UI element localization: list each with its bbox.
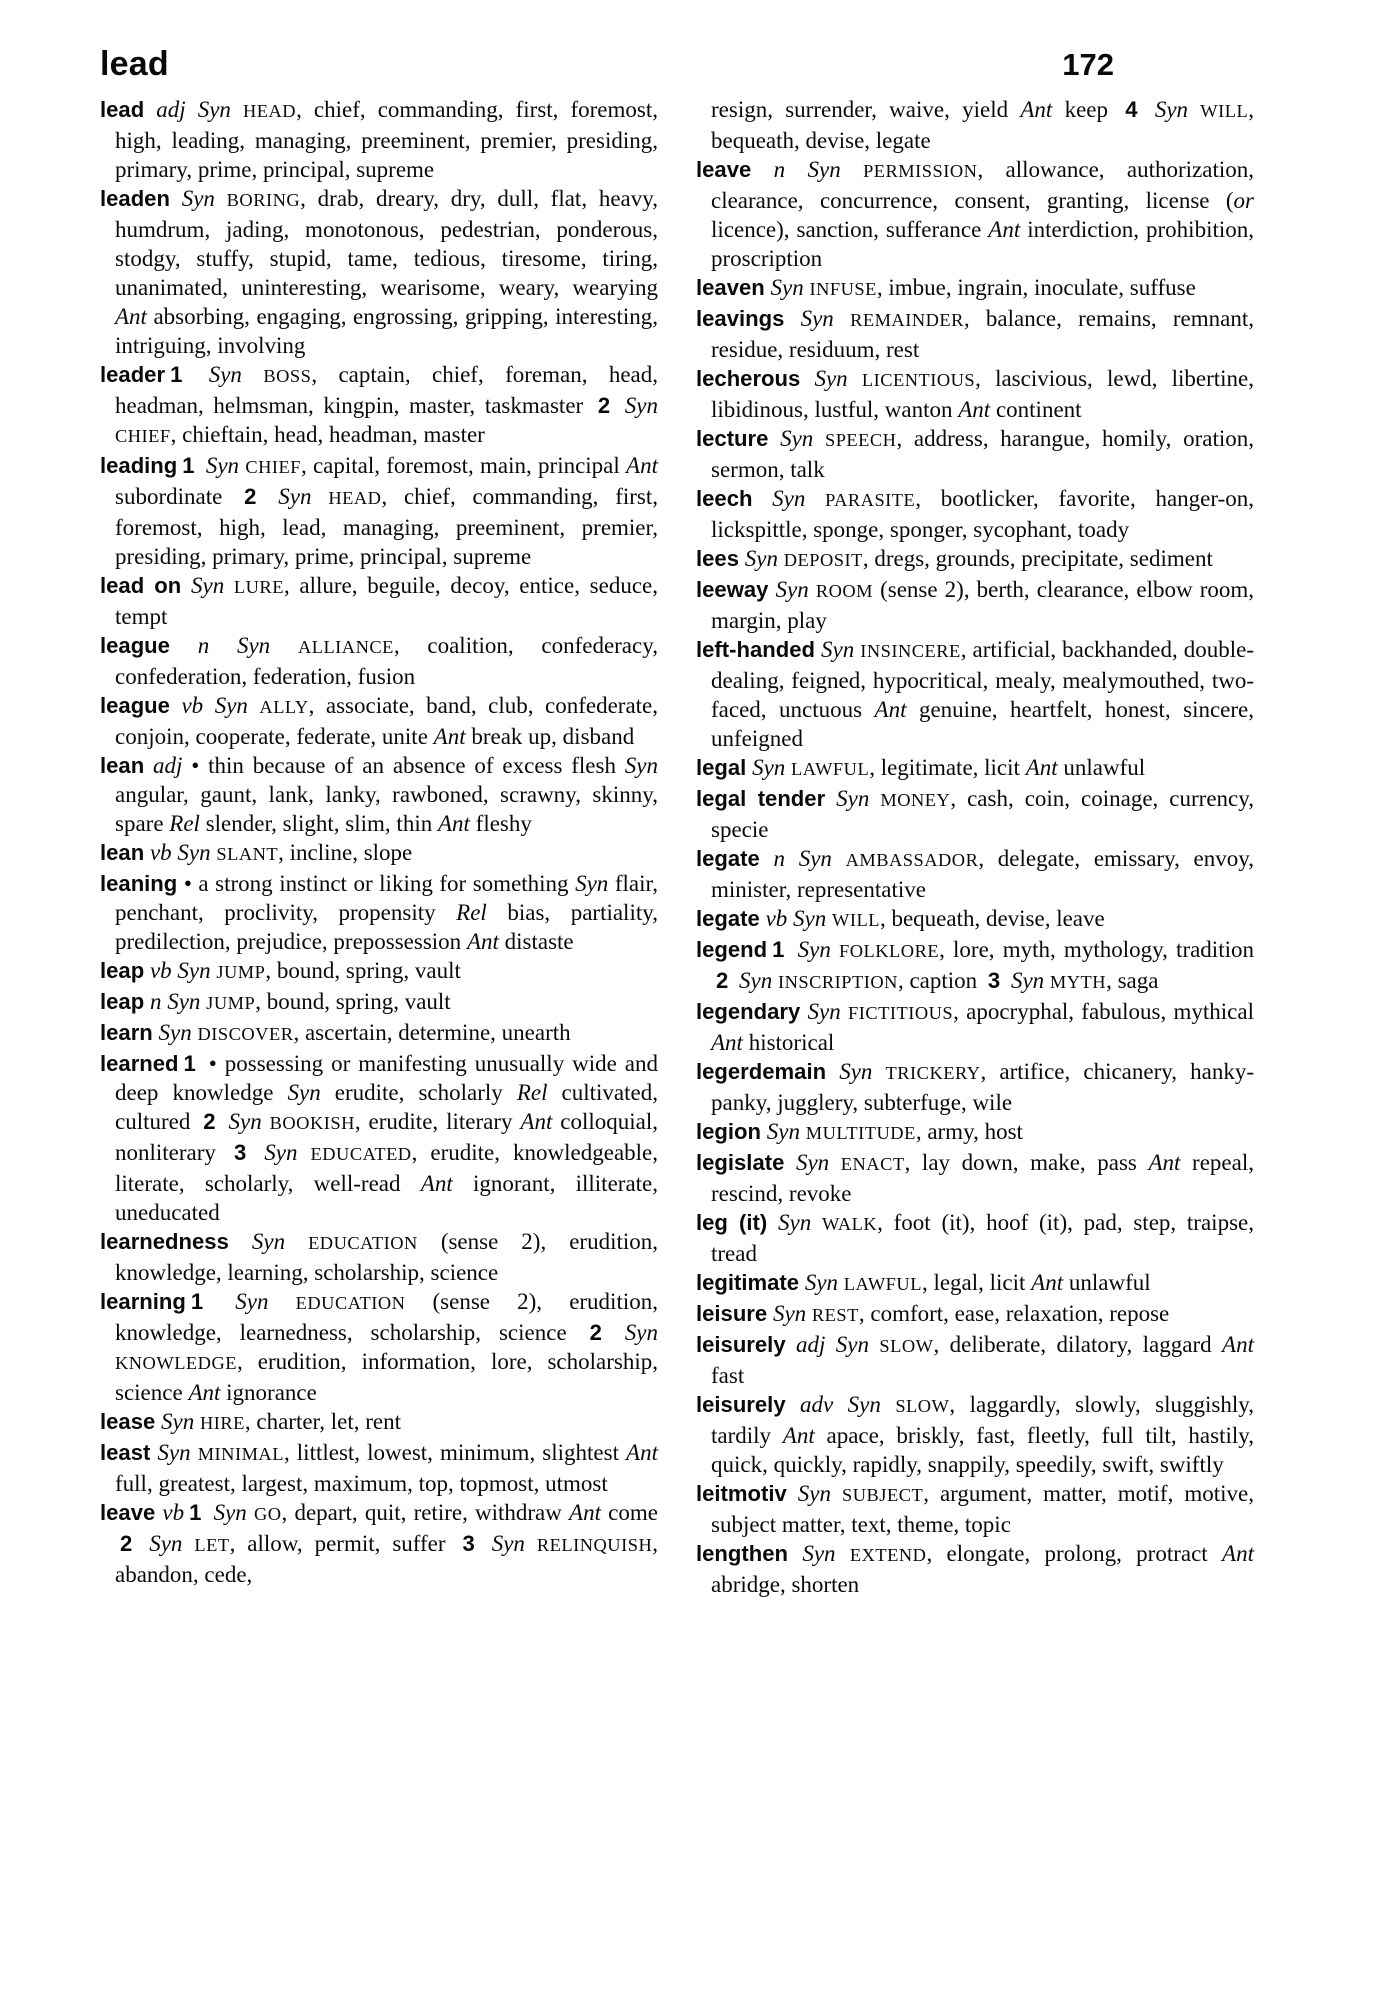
dictionary-entry: leaden Syn BORING, drab, dreary, dry, dull, flat, heavy, humdrum, jading, monotonous, pedestrian, ponderous, stodgy, stuffy, stupid, tame, tedious, tiresome, tiring, unanimated, uninteresting, wearisome, weary, wearying Ant absorbing, engaging, engrossing, gripping, interesting, intriguing, involving — [100, 186, 658, 358]
dictionary-entry: left-handed Syn INSINCERE, artificial, backhanded, double-dealing, feigned, hypocritical, mealy, mealymouthed, two-faced, unctuous Ant genuine, heartfelt, honest, sincere, unfeigned — [696, 637, 1254, 751]
dictionary-entry: leavings Syn REMAINDER, balance, remains, remnant, residue, residuum, rest — [696, 306, 1255, 362]
dictionary-entry: legitimate Syn LAWFUL, legal, licit Ant unlawful — [696, 1270, 1151, 1295]
dictionary-entry: lecherous Syn LICENTIOUS, lascivious, lewd, libertine, libidinous, lustful, wanton Ant continent — [696, 366, 1254, 422]
dictionary-entry: lengthen Syn EXTEND, elongate, prolong, protract Ant abridge, shorten — [696, 1541, 1254, 1597]
dictionary-entry: league vb Syn ALLY, associate, band, club, confederate, conjoin, cooperate, federate, unite Ant break up, disband — [100, 693, 659, 749]
dictionary-entry: leisurely adv Syn SLOW, laggardly, slowly, sluggishly, tardily Ant apace, briskly, fast, fleetly, full tilt, hastily, quick, quickly, rapidly, snappily, speedily, swift, swiftly — [696, 1392, 1255, 1477]
dictionary-entry: leap vb Syn JUMP, bound, spring, vault — [100, 958, 461, 983]
dictionary-entry: legerdemain Syn TRICKERY, artifice, chicanery, hanky-panky, jugglery, subterfuge, wile — [696, 1059, 1254, 1115]
column-right — [696, 95, 1254, 1599]
dictionary-entry: leave n Syn PERMISSION, allowance, authorization, clearance, concurrence, consent, granting, license (or licence), sanction, sufferance Ant interdiction, prohibition, proscription — [696, 157, 1254, 271]
dictionary-entry: legal Syn LAWFUL, legitimate, licit Ant unlawful — [696, 755, 1146, 780]
dictionary-entry: learning 1 Syn EDUCATION (sense 2), erudition, knowledge, learnedness, scholarship, science 2 Syn KNOWLEDGE, erudition, information, lore, scholarship, science Ant ignorance — [100, 1289, 658, 1405]
dictionary-entry: learnedness Syn EDUCATION (sense 2), erudition, knowledge, learning, scholarship, science — [100, 1229, 658, 1285]
dictionary-entry: legal tender Syn MONEY, cash, coin, coinage, currency, specie — [696, 786, 1255, 842]
dictionary-entry: legate n Syn AMBASSADOR, delegate, emissary, envoy, minister, representative — [696, 846, 1254, 902]
dictionary-entry: leading 1 Syn CHIEF, capital, foremost, main, principal Ant subordinate 2 Syn HEAD, chief, commanding, first, foremost, high, lead, managing, preeminent, premier, presiding, primary, prime, principal, supreme — [100, 453, 658, 569]
dictionary-entry: lead adj Syn HEAD, chief, commanding, first, foremost, high, leading, managing, preeminent, premier, presiding, primary, prime, principal, supreme — [100, 97, 658, 182]
dictionary-entry: leitmotiv Syn SUBJECT, argument, matter, motif, motive, subject matter, text, theme, topic — [696, 1481, 1254, 1537]
dictionary-entry: lean vb Syn SLANT, incline, slope — [100, 840, 413, 865]
dictionary-entry: legislate Syn ENACT, lay down, make, pass Ant repeal, rescind, revoke — [696, 1150, 1254, 1206]
dictionary-entry: leader 1 Syn BOSS, captain, chief, foreman, head, headman, helmsman, kingpin, master, taskmaster 2 Syn CHIEF, chieftain, head, headman, master — [100, 362, 659, 447]
dictionary-entry: legendary Syn FICTITIOUS, apocryphal, fabulous, mythical Ant historical — [696, 999, 1254, 1055]
dictionary-entry: legate vb Syn WILL, bequeath, devise, leave — [696, 906, 1105, 931]
dictionary-entry: leeway Syn ROOM (sense 2), berth, clearance, elbow room, margin, play — [696, 577, 1254, 633]
dictionary-entry: leisure Syn REST, comfort, ease, relaxation, repose — [696, 1301, 1170, 1326]
dictionary-entry: leisurely adj Syn SLOW, deliberate, dilatory, laggard Ant fast — [696, 1332, 1254, 1388]
text-columns — [100, 95, 1272, 1599]
dictionary-entry: lecture Syn SPEECH, address, harangue, homily, oration, sermon, talk — [696, 426, 1254, 482]
dictionary-entry: least Syn MINIMAL, littlest, lowest, minimum, slightest Ant full, greatest, largest, maximum, top, topmost, utmost — [100, 1440, 658, 1496]
dictionary-entry: leg (it) Syn WALK, foot (it), hoof (it), pad, step, traipse, tread — [696, 1210, 1254, 1266]
page-header — [100, 45, 1272, 83]
dictionary-entry: lean adj • thin because of an absence of excess flesh Syn angular, gaunt, lank, lanky, rawboned, scrawny, skinny, spare Rel slender, slight, slim, thin Ant fleshy — [100, 753, 658, 836]
page-number: 172 — [1062, 47, 1114, 82]
dictionary-entry: lees Syn DEPOSIT, dregs, grounds, precipitate, sediment — [696, 546, 1213, 571]
dictionary-entry: lead on Syn LURE, allure, beguile, decoy, entice, seduce, tempt — [100, 573, 658, 629]
dictionary-entry: learned 1 • possessing or manifesting unusually wide and deep knowledge Syn erudite, scholarly Rel cultivated, cultured 2 Syn BOOKISH, erudite, literary Ant colloquial, nonliterary 3 Syn EDUCATED, erudite, knowledgeable, literate, scholarly, well-read Ant ignorant, illiterate, uneducated — [100, 1051, 659, 1225]
dictionary-entry: leap n Syn JUMP, bound, spring, vault — [100, 989, 451, 1014]
dictionary-entry: legend 1 Syn FOLKLORE, lore, myth, mythology, tradition 2 Syn INSCRIPTION, caption 3 Syn MYTH, saga — [696, 937, 1254, 993]
dictionary-entry: learn Syn DISCOVER, ascertain, determine, unearth — [100, 1020, 571, 1045]
running-head: lead — [100, 45, 169, 83]
dictionary-entry: leaven Syn INFUSE, imbue, ingrain, inoculate, suffuse — [696, 275, 1196, 300]
column-left — [100, 95, 658, 1599]
dictionary-entry: legion Syn MULTITUDE, army, host — [696, 1119, 1023, 1144]
dictionary-entry: lease Syn HIRE, charter, let, rent — [100, 1409, 402, 1434]
dictionary-entry-continuation: resign, surrender, waive, yield Ant keep 4 Syn WILL, bequeath, devise, legate — [711, 97, 1254, 153]
dictionary-entry: leave vb 1 Syn GO, depart, quit, retire, withdraw Ant come 2 Syn LET, allow, permit, suffer 3 Syn RELINQUISH, abandon, cede, — [100, 1500, 658, 1587]
dictionary-entry: leaning • a strong instinct or liking for something Syn flair, penchant, proclivity, propensity Rel bias, partiality, predilection, prejudice, prepossession Ant distaste — [100, 871, 658, 954]
dictionary-entry: league n Syn ALLIANCE, coalition, confederacy, confederation, federation, fusion — [100, 633, 658, 689]
dictionary-entry: leech Syn PARASITE, bootlicker, favorite, hanger-on, lickspittle, sponge, sponger, sycophant, toady — [696, 486, 1254, 542]
